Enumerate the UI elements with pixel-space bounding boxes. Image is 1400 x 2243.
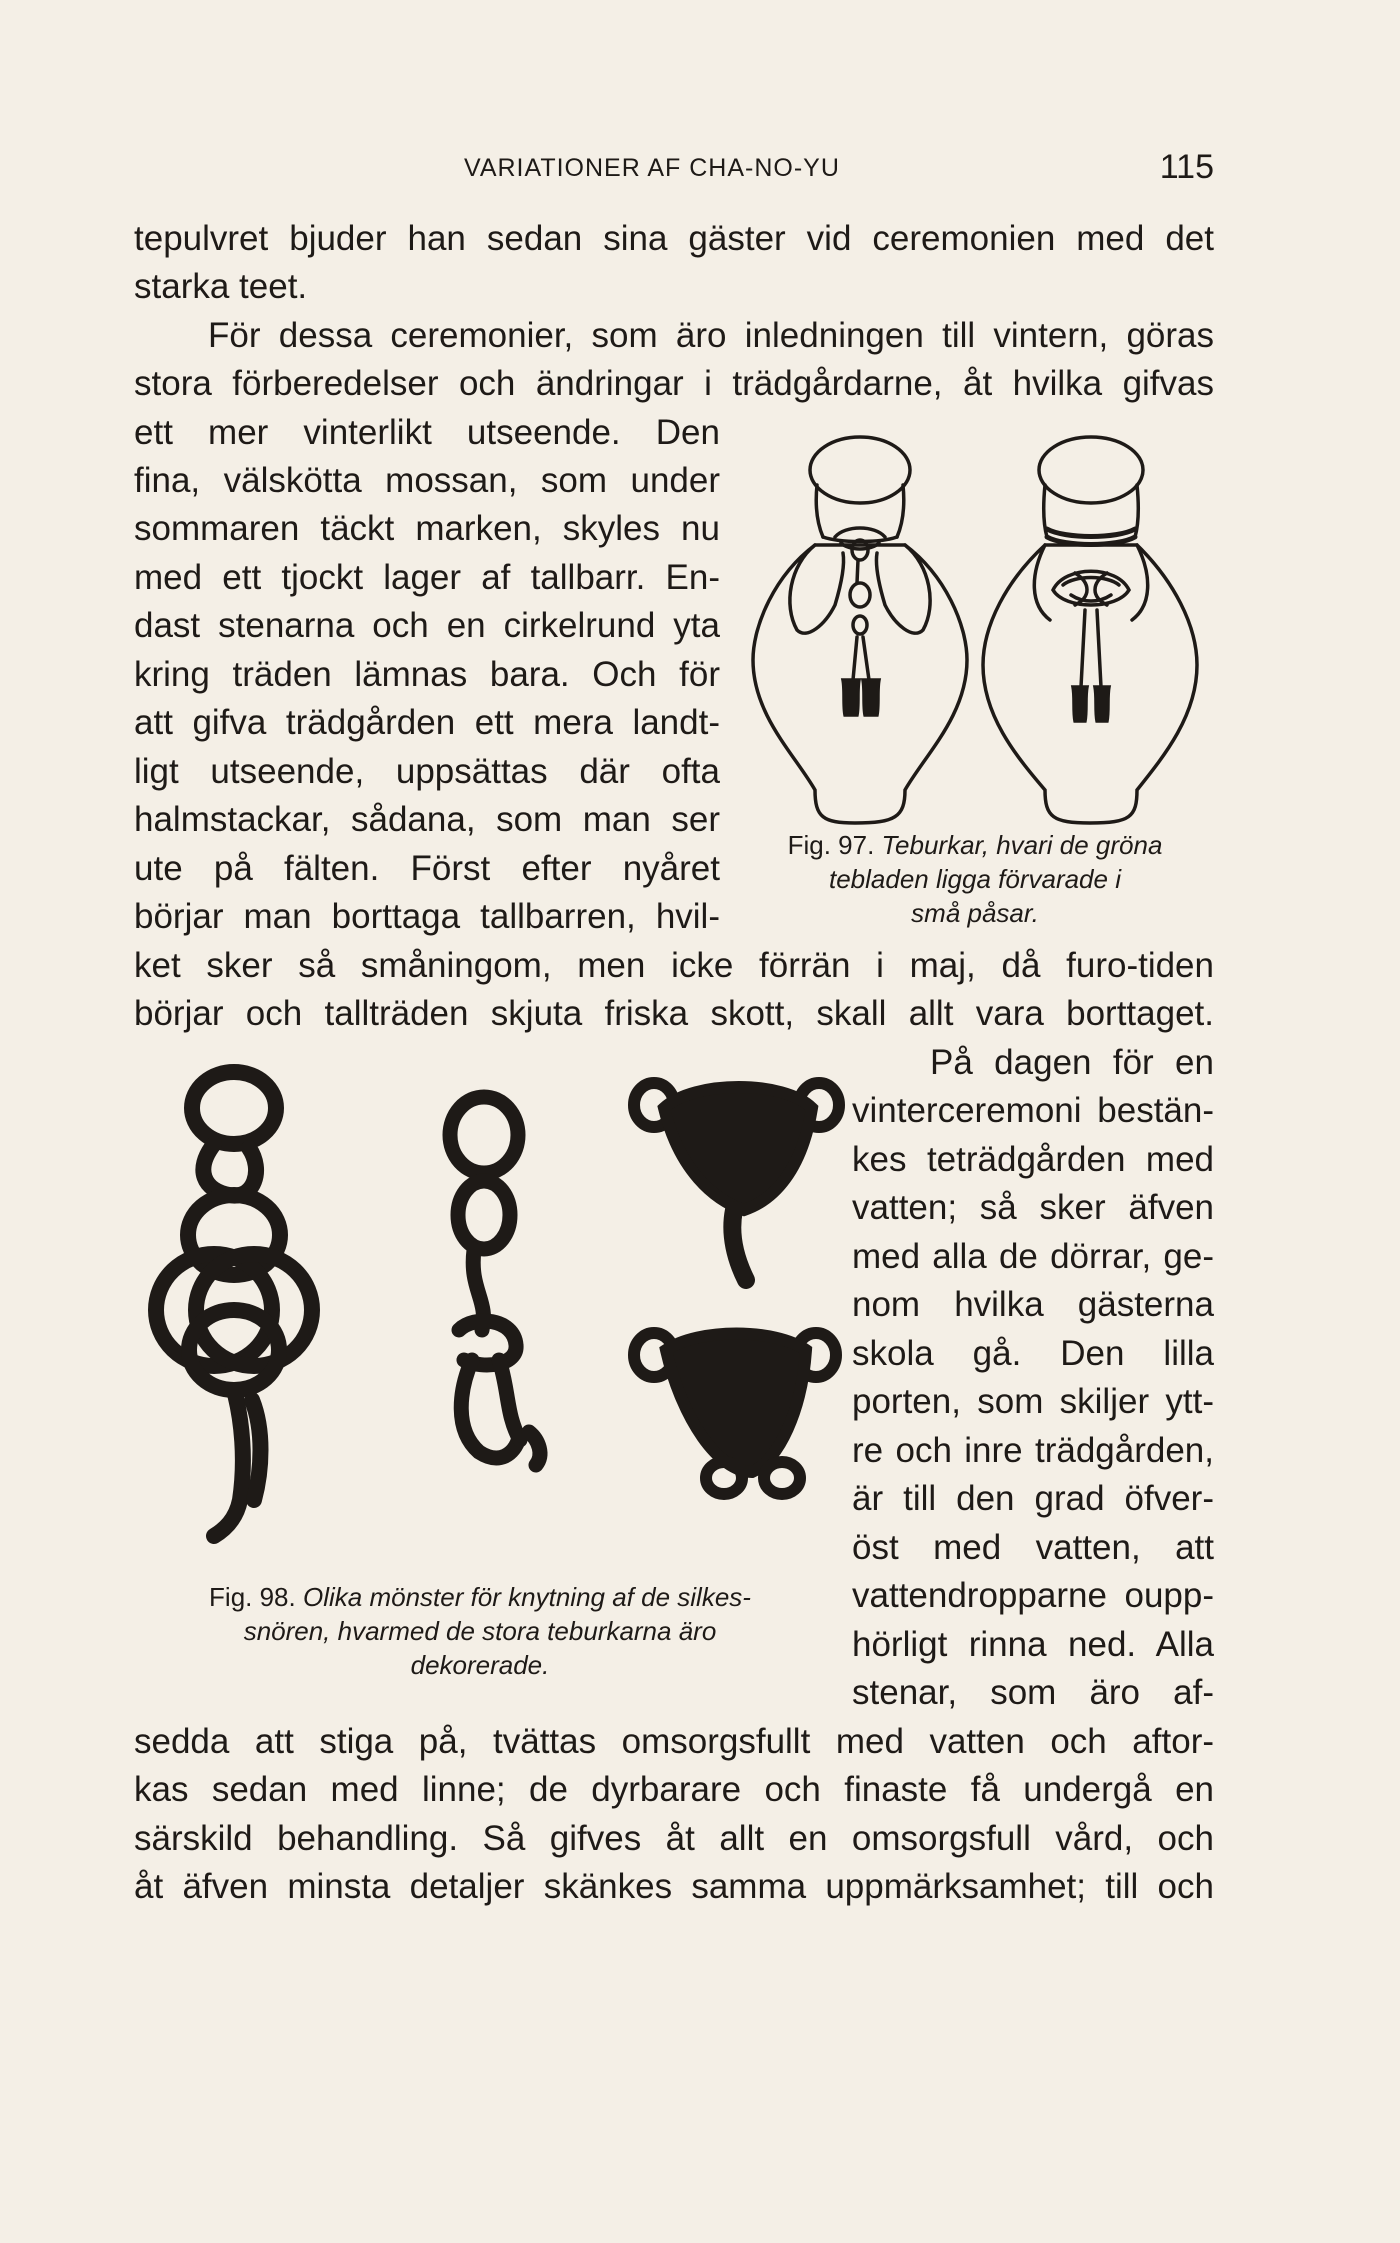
figure-98-caption — [120, 1580, 840, 1682]
text-line-30: hörligt rinna ned. Alla — [852, 1625, 1214, 1664]
text-line-9: dast stenarna och en cirkelrund yta — [134, 606, 720, 645]
text-line-1: tepulvret bjuder han sedan sina gäster vid ceremonien med det — [134, 219, 1214, 258]
figure-97-caption — [735, 828, 1215, 930]
figure-98-caption-line-1 — [120, 1580, 840, 1614]
figure-97-caption-line-3: små påsar. — [911, 898, 1039, 928]
text-line-27: är till den grad öfver- — [852, 1479, 1214, 1518]
text-line-17: börjar och tallträden skjuta friska skott, skall allt vara borttaget. — [134, 994, 1214, 1033]
figure-98-caption-text-1: Olika mönster för knytning af de silkes- — [302, 1582, 751, 1612]
page-number: 115 — [1159, 148, 1214, 186]
text-line-25: porten, som skiljer ytt- — [852, 1382, 1214, 1421]
text-line-33: kas sedan med linne; de dyrbarare och finaste få undergå en — [134, 1770, 1214, 1809]
figure-97-caption-line-2: tebladen ligga förvarade i — [829, 864, 1121, 894]
text-line-10: kring träden lämnas bara. Och för — [134, 655, 720, 694]
text-line-4: stora förberedelser och ändringar i trädgårdarne, åt hvilka gifvas — [134, 364, 1214, 403]
knot-pattern-middle — [450, 1097, 540, 1465]
knot-pattern-right-top — [634, 1083, 839, 1280]
figure-98-caption-line-3: dekorerade. — [410, 1650, 550, 1680]
tea-jars-illustration — [745, 425, 1215, 835]
text-line-5: ett mer vinterlikt utseende. Den — [134, 413, 720, 452]
tea-jar-left — [753, 437, 967, 823]
text-line-31: stenar, som äro af- — [852, 1673, 1214, 1712]
figure-97-caption-text-1: Teburkar, hvari de gröna — [881, 830, 1163, 860]
text-line-6: fina, välskötta mossan, som under — [134, 461, 720, 500]
text-line-23: nom hvilka gästerna — [852, 1285, 1214, 1324]
text-line-35: åt äfven minsta detaljer skänkes samma uppmärksamhet; till och — [134, 1867, 1214, 1906]
text-line-8: med ett tjockt lager af tallbarr. En- — [134, 558, 720, 597]
text-line-34: särskild behandling. Så gifves åt allt en omsorgsfull vård, och — [134, 1819, 1214, 1858]
text-line-21: vatten; så sker äfven — [852, 1188, 1214, 1227]
text-line-16: ket sker så småningom, men icke förrän i maj, då furo-tiden — [134, 946, 1214, 985]
running-title: VARIATIONER AF CHA-NO-YU — [464, 154, 840, 182]
text-line-13: halmstackar, sådana, som man ser — [134, 800, 720, 839]
text-line-28: öst med vatten, att — [852, 1528, 1214, 1567]
figure-97-label: Fig. 97. — [787, 830, 875, 860]
figure-98-caption-line-2: snören, hvarmed de stora teburkarna äro — [243, 1616, 717, 1646]
text-line-7: sommaren täckt marken, skyles nu — [134, 509, 720, 548]
text-line-24: skola gå. Den lilla — [852, 1334, 1214, 1373]
text-line-20: kes teträdgården med — [852, 1140, 1214, 1179]
knot-pattern-left — [156, 1072, 312, 1536]
text-line-26: re och inre trädgården, — [852, 1431, 1214, 1470]
text-line-11: att gifva trädgården ett mera landt- — [134, 703, 720, 742]
figure-97-caption-line-1 — [735, 828, 1215, 862]
text-line-2: starka teet. — [134, 267, 308, 306]
text-line-18: På dagen för en — [930, 1043, 1214, 1082]
running-header — [134, 148, 1214, 188]
text-line-3: För dessa ceremonier, som äro inledningen till vintern, göras — [208, 316, 1214, 355]
knot-pattern-right-bottom — [634, 1333, 836, 1494]
text-line-12: ligt utseende, uppsättas där ofta — [134, 752, 720, 791]
text-line-22: med alla de dörrar, ge- — [852, 1237, 1214, 1276]
text-line-29: vattendropparne oupp- — [852, 1576, 1214, 1615]
text-line-14: ute på fälten. Först efter nyåret — [134, 849, 720, 888]
figure-98-label: Fig. 98. — [209, 1582, 296, 1612]
text-line-32: sedda att stiga på, tvättas omsorgsfullt med vatten och aftor- — [134, 1722, 1214, 1761]
knot-patterns-illustration — [134, 1060, 834, 1580]
text-line-19: vinterceremoni bestän- — [852, 1091, 1214, 1130]
tea-jar-right — [983, 437, 1197, 823]
text-line-15: börjar man borttaga tallbarren, hvil- — [134, 897, 720, 936]
